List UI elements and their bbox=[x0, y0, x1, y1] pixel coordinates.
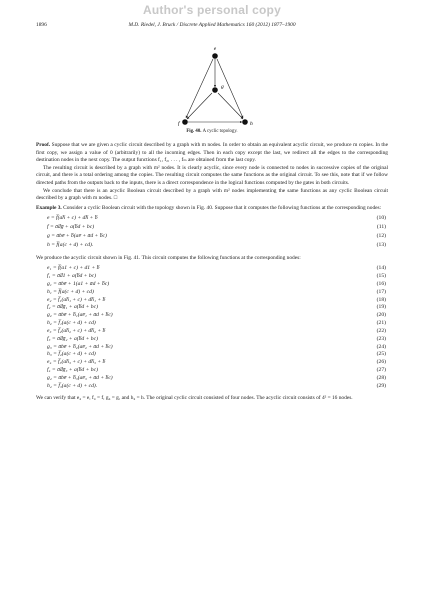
equation-text: f₄ = a̅d̅g̅₃ + a(b̅d + bc) bbox=[47, 367, 98, 374]
equation-number: (26) bbox=[376, 359, 386, 366]
equation-number: (10) bbox=[376, 215, 386, 222]
equation bbox=[36, 215, 388, 224]
equation-text: h₁ = f̅(a(c + d) + cd) bbox=[47, 288, 94, 295]
equation bbox=[36, 336, 388, 344]
equation bbox=[36, 375, 388, 383]
equation-text: f₁ = a̅d̅1 + a(b̅d + bc) bbox=[47, 272, 96, 279]
equation-text: g₂ = a̅be̅ + h̅₁(ae̅₁ + a̅d + b̅c) bbox=[47, 312, 113, 319]
edge-g-h bbox=[218, 93, 243, 119]
equation bbox=[36, 383, 388, 391]
equation-number: (27) bbox=[376, 367, 386, 374]
equation bbox=[36, 367, 388, 375]
node-f bbox=[182, 119, 188, 125]
equation-number: (25) bbox=[376, 351, 386, 358]
watermark: Author's personal copy bbox=[143, 3, 281, 17]
equation-number: (20) bbox=[376, 312, 386, 319]
edge-e-f bbox=[186, 59, 213, 118]
equation-number: (14) bbox=[376, 265, 386, 272]
equation bbox=[36, 320, 388, 328]
proof-paragraph-1 bbox=[36, 142, 388, 165]
equation bbox=[36, 328, 388, 336]
equation-block-1 bbox=[36, 215, 388, 250]
equation-text: g = a̅be̅ + b̅(ae̅ + a̅d + b̅c) bbox=[47, 232, 107, 239]
equation-number: (23) bbox=[376, 335, 386, 342]
equation bbox=[36, 273, 388, 281]
equation-number: (21) bbox=[376, 320, 386, 327]
equation-text: f₂ = a̅d̅g̅₁ + a(b̅d + bc) bbox=[47, 304, 98, 311]
equation-number: (17) bbox=[376, 288, 386, 295]
equation-block-2 bbox=[36, 265, 388, 391]
edge-g-f bbox=[187, 93, 212, 119]
equation bbox=[36, 224, 388, 233]
equation-number: (12) bbox=[376, 232, 386, 239]
equation bbox=[36, 289, 388, 297]
equation-number: (11) bbox=[376, 224, 386, 231]
page-header bbox=[36, 22, 388, 32]
equation-number: (16) bbox=[376, 280, 386, 287]
example-intro: Consider a cyclic Boolean circuit with the topology shown in Fig. 40. Suppose that it computes the following functions at the corresponding nodes: bbox=[63, 204, 382, 211]
equation-number: (29) bbox=[376, 382, 386, 389]
node-g bbox=[212, 87, 218, 93]
proof-label: Proof. bbox=[36, 142, 51, 148]
equation-number: (28) bbox=[376, 374, 386, 381]
equation-text: e₃ = f̅₂(ah̅₂ + c) + dh̅₂ + b̅ bbox=[47, 327, 106, 334]
node-label-f: f bbox=[178, 121, 180, 127]
figure-cyclic-topology bbox=[160, 45, 270, 135]
equation-text: e₄ = f̅₃(ah̅₃ + c) + dh̅₃ + b̅ bbox=[47, 359, 106, 366]
example-middle-text: We produce the acyclic circuit shown in Fig. 41. This circuit computes the following functions at the corresponding nodes: bbox=[36, 254, 301, 261]
topology-diagram bbox=[160, 45, 270, 135]
caption-label: Fig. 40. bbox=[186, 129, 202, 134]
equation-text: e = f̅(ah̅ + c) + dh̅ + b̅ bbox=[47, 215, 98, 222]
node-h bbox=[242, 119, 248, 125]
node-label-g: g bbox=[221, 84, 224, 90]
equation-number: (15) bbox=[376, 272, 386, 279]
equation-text: h = f̅(a(c + d) + cd). bbox=[47, 241, 94, 248]
page-number: 1896 bbox=[36, 22, 47, 28]
equation-text: f = a̅d̅g̅ + a(b̅d + bc) bbox=[47, 224, 95, 231]
equation-text: g₃ = a̅be̅ + h̅₂(ae̅₂ + a̅d + b̅c) bbox=[47, 343, 113, 350]
equation-text: e₂ = f̅₁(ah̅₁ + c) + dh̅₁ + b̅ bbox=[47, 296, 106, 303]
equation bbox=[36, 312, 388, 320]
node-label-h: h bbox=[250, 121, 253, 127]
equation-number: (22) bbox=[376, 327, 386, 334]
equation bbox=[36, 359, 388, 367]
equation-number: (24) bbox=[376, 343, 386, 350]
caption-text: A cyclic topology. bbox=[202, 129, 238, 134]
equation-text: f₃ = a̅d̅g̅₂ + a(b̅d + bc) bbox=[47, 335, 98, 342]
equation bbox=[36, 304, 388, 312]
equation-text: h₄ = f̅₃(a(c + d) + cd). bbox=[47, 382, 98, 389]
equation-number: (19) bbox=[376, 304, 386, 311]
equation bbox=[36, 281, 388, 289]
equation bbox=[36, 242, 388, 251]
example-label: Example 3. bbox=[36, 204, 62, 211]
proof-paragraph-3: We conclude that there is an acyclic Boolean circuit described by a graph with m² nodes implementing the same functions as any cyclic Boolean circuit described by a graph with m nodes. □ bbox=[36, 187, 388, 202]
equation-number: (13) bbox=[376, 241, 386, 248]
equation-text: h₂ = f̅₁(a(c + d) + cd) bbox=[47, 320, 96, 327]
equation-text: e₁ = f̅(a1 + c) + d1 + b̅ bbox=[47, 265, 100, 272]
equation bbox=[36, 233, 388, 242]
example-paragraph bbox=[36, 205, 388, 213]
equation-text: g₁ = a̅be̅ + 1(a1 + a̅d + b̅c) bbox=[47, 280, 110, 287]
node-e bbox=[212, 53, 218, 59]
equation bbox=[36, 265, 388, 273]
journal-citation: M.D. Riedel, J. Bruck / Discrete Applied Mathematics 160 (2012) 1877–1900 bbox=[128, 22, 296, 28]
equation-number: (18) bbox=[376, 296, 386, 303]
proof-text-1: Suppose that we are given a cyclic circuit described by a graph with m nodes. In order to obtain an equivalent acyclic circuit, we produce m copies. In the first copy, we assign a value of 0 (arbitrarily) to all the incoming edges. Then in each copy except the last, we redirect all the edges to the corresponding destination nodes in the next copy. The output functions f₁, f₂, . . . , fₘ are obtained from the last copy. bbox=[36, 142, 388, 164]
proof-paragraph-2: The resulting circuit is described by a graph with m² nodes. It is clearly acyclic, since every node is connected to nodes in successive copies of the original circuit, and there is a total ordering among the copies. The resulting circuit computes the same functions as the original circuit. To see this, note that if we follow directed paths from the outputs back to the inputs, there is a direct correspondence in the logical functions computed by the gates in both circuits. bbox=[36, 164, 388, 186]
article-body bbox=[36, 142, 388, 402]
equation-text: g₄ = a̅be̅ + h̅₃(ae̅₃ + a̅d + b̅c) bbox=[47, 374, 113, 381]
example-conclusion: We can verify that e₄ = e, f₄ = f, g₄ = g, and h₄ = h. The original cyclic circuit consisted of four nodes. The acyclic circuit consists of 4² = 16 nodes. bbox=[36, 394, 353, 401]
node-label-e: e bbox=[213, 46, 217, 52]
equation-text: h₃ = f̅₂(a(c + d) + cd) bbox=[47, 351, 96, 358]
figure-caption bbox=[0, 129, 424, 134]
